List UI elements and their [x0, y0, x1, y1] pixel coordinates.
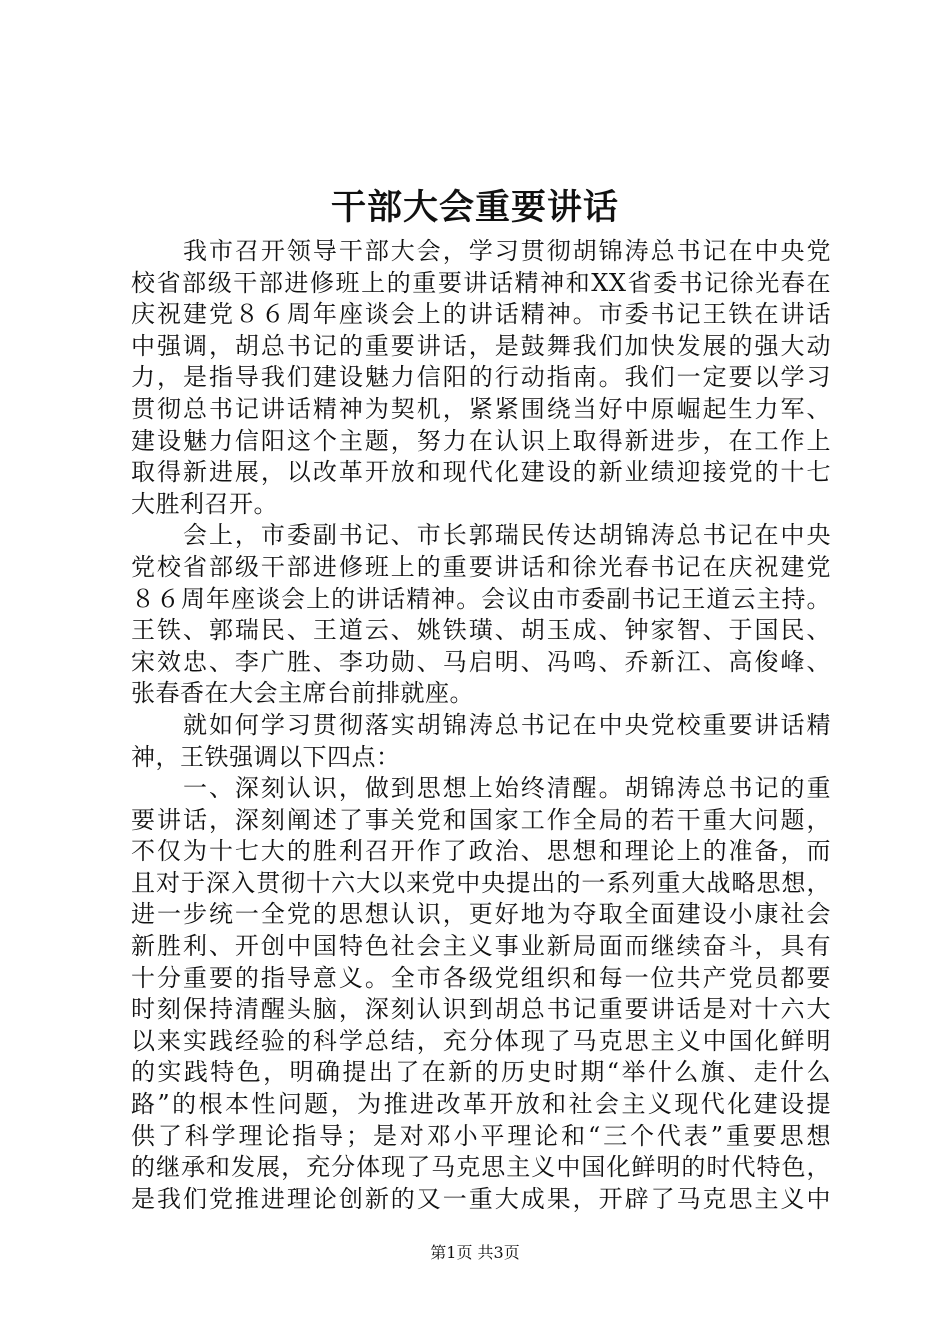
text-line: 且对于深入贯彻十六大以来党中央提出的一系列重大战略思想，: [131, 868, 831, 897]
text-line: 时刻保持清醒头脑，深刻认识到胡总书记重要讲话是对十六大: [131, 995, 831, 1024]
text-line: 供了科学理论指导；是对邓小平理论和“三个代表”重要思想: [131, 1121, 831, 1150]
text-line: 要讲话，深刻阐述了事关党和国家工作全局的若干重大问题，: [131, 805, 831, 834]
text-line: 就如何学习贯彻落实胡锦涛总书记在中央党校重要讲话精: [131, 710, 831, 739]
text-line: 不仅为十七大的胜利召开作了政治、思想和理论上的准备，而: [131, 837, 831, 866]
text-line: 中强调，胡总书记的重要讲话，是鼓舞我们加快发展的强大动: [131, 331, 831, 360]
text-line: 会上，市委副书记、市长郭瑞民传达胡锦涛总书记在中央: [131, 521, 831, 550]
text-line: 进一步统一全党的思想认识，更好地为夺取全面建设小康社会: [131, 900, 831, 929]
text-line: 神，王铁强调以下四点：: [131, 742, 401, 771]
text-line: 贯彻总书记讲话精神为契机，紧紧围绕当好中原崛起生力军、: [131, 394, 831, 423]
text-line: 王铁、郭瑞民、王道云、姚铁璜、胡玉成、钟家智、于国民、: [131, 616, 831, 645]
document-body: [131, 236, 831, 1215]
text-line: 大胜利召开。: [131, 489, 278, 518]
text-line: 我市召开领导干部大会，学习贯彻胡锦涛总书记在中央党: [131, 237, 831, 265]
text-line: 是我们党推进理论创新的又一重大成果，开辟了马克思主义中: [131, 1184, 831, 1213]
text-line: 校省部级干部进修班上的重要讲话精神和XX省委书记徐光春在: [131, 268, 831, 297]
text-line: 路”的根本性问题，为推进改革开放和社会主义现代化建设提: [131, 1090, 831, 1119]
text-line: 的继承和发展，充分体现了马克思主义中国化鲜明的时代特色，: [131, 1153, 831, 1182]
text-line: 十分重要的指导意义。全市各级党组织和每一位共产党员都要: [131, 963, 831, 992]
page-footer: 第1页 共3页: [430, 1243, 520, 1262]
document-title: 干部大会重要讲话: [330, 187, 619, 228]
text-line: 以来实践经验的科学总结，充分体现了马克思主义中国化鲜明: [131, 1026, 831, 1055]
text-line: 庆祝建党８６周年座谈会上的讲话精神。市委书记王铁在讲话: [131, 300, 831, 329]
text-line: 的实践特色，明确提出了在新的历史时期“举什么旗、走什么: [131, 1058, 831, 1087]
text-line: 取得新进展，以改革开放和现代化建设的新业绩迎接党的十七: [131, 458, 831, 487]
text-line: 建设魅力信阳这个主题，努力在认识上取得新进步，在工作上: [131, 426, 831, 455]
text-line: ８６周年座谈会上的讲话精神。会议由市委副书记王道云主持。: [131, 584, 831, 613]
text-line: 力，是指导我们建设魅力信阳的行动指南。我们一定要以学习: [131, 363, 831, 392]
text-line: 党校省部级干部进修班上的重要讲话和徐光春书记在庆祝建党: [131, 552, 831, 581]
text-line: 新胜利、开创中国特色社会主义事业新局面而继续奋斗，具有: [131, 932, 831, 961]
text-line: 宋效忠、李广胜、李功勋、马启明、冯鸣、乔新江、高俊峰、: [131, 647, 831, 676]
text-line: 张春香在大会主席台前排就座。: [131, 679, 474, 708]
text-line: 一、深刻认识，做到思想上始终清醒。胡锦涛总书记的重: [131, 774, 831, 803]
